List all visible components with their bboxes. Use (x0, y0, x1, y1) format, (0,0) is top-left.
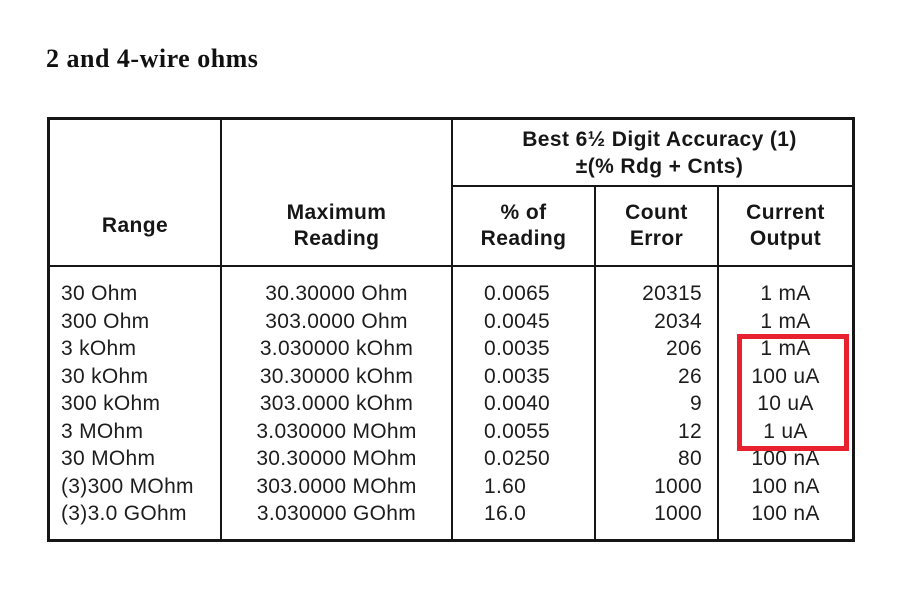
table-cell-range: (3)300 MOhm (61, 474, 194, 498)
table-cell-pct: 0.0055 (484, 419, 551, 443)
table-cell-current: 1 mA (760, 337, 811, 360)
table-cell-pct: 0.0250 (484, 447, 551, 470)
table-cell-pct: 0.0040 (484, 392, 551, 415)
table-cell-pct: 0.0035 (484, 337, 551, 360)
table-cell-max: 3.030000 MOhm (256, 419, 417, 443)
table-cell-count: 1000 (654, 502, 702, 525)
page-title: 2 and 4-wire ohms (46, 44, 259, 73)
table-cell-max: 303.0000 kOhm (259, 392, 414, 415)
current-output-line1: Current (746, 201, 825, 224)
accuracy-header-line2: ±(% Rdg + Cnts) (575, 154, 744, 178)
table-cell-pct: 0.0045 (484, 309, 551, 333)
table-cell-current: 1 uA (763, 419, 808, 443)
table-cell-current: 100 nA (751, 447, 820, 470)
table-cell-range: 30 Ohm (61, 282, 138, 305)
column-header-maximum-reading (222, 120, 453, 265)
table-cell-range: 30 MOhm (61, 447, 156, 470)
table-cell-max: 303.0000 MOhm (256, 474, 417, 498)
table-cell-count: 1000 (654, 474, 702, 498)
table-column-pct-of-reading (453, 265, 596, 539)
table-cell-pct: 1.60 (484, 474, 527, 498)
table-cell-max: 303.0000 Ohm (265, 309, 408, 333)
table-cell-count: 26 (678, 364, 702, 388)
count-error-line1: Count (625, 201, 688, 224)
table-cell-range: 300 kOhm (61, 392, 161, 415)
pct-of-reading-line1: % of (500, 201, 547, 224)
table-cell-max: 3.030000 GOhm (256, 502, 417, 525)
table-cell-current: 1 mA (760, 282, 811, 305)
accuracy-span-header (453, 120, 852, 187)
table-cell-pct: 16.0 (484, 502, 527, 525)
table-cell-current: 10 uA (757, 392, 814, 415)
maximum-reading-line2: Reading (293, 227, 380, 250)
table-cell-max: 30.30000 MOhm (256, 447, 417, 470)
table-cell-count: 206 (666, 337, 702, 360)
column-header-pct-of-reading (453, 187, 596, 265)
table-column-range (50, 265, 222, 539)
table-column-count-error (596, 265, 719, 539)
table-cell-current: 100 nA (751, 502, 820, 525)
table-cell-range: 3 MOhm (61, 419, 144, 443)
table-cell-current: 100 nA (751, 474, 820, 498)
table-cell-max: 30.30000 Ohm (265, 282, 408, 305)
table-cell-range: 300 Ohm (61, 309, 150, 333)
maximum-reading-line1: Maximum (286, 201, 387, 224)
accuracy-table (47, 117, 855, 542)
table-cell-range: (3)3.0 GOhm (61, 502, 187, 525)
table-cell-count: 80 (678, 447, 702, 470)
table-cell-count: 2034 (654, 309, 702, 333)
count-error-line2: Error (629, 227, 684, 250)
table-column-current-output (719, 265, 852, 539)
column-header-current-output (719, 187, 852, 265)
pct-of-reading-line2: Reading (480, 227, 567, 250)
table-cell-pct: 0.0035 (484, 364, 551, 388)
table-cell-current: 100 uA (751, 364, 820, 388)
column-header-range-label: Range (101, 214, 169, 237)
accuracy-header-line1: Best 6½ Digit Accuracy (1) (522, 127, 797, 151)
table-cell-range: 3 kOhm (61, 337, 137, 360)
current-output-line2: Output (749, 227, 822, 250)
table-cell-count: 12 (678, 419, 702, 443)
table-cell-current: 1 mA (760, 309, 811, 333)
table-cell-range: 30 kOhm (61, 364, 149, 388)
table-cell-pct: 0.0065 (484, 282, 551, 305)
table-cell-count: 9 (690, 392, 702, 415)
table-cell-count: 20315 (642, 282, 702, 305)
column-header-count-error (596, 187, 719, 265)
table-cell-max: 30.30000 kOhm (259, 364, 414, 388)
table-cell-max: 3.030000 kOhm (259, 337, 414, 360)
table-column-maximum-reading (222, 265, 453, 539)
column-header-range (50, 120, 222, 265)
